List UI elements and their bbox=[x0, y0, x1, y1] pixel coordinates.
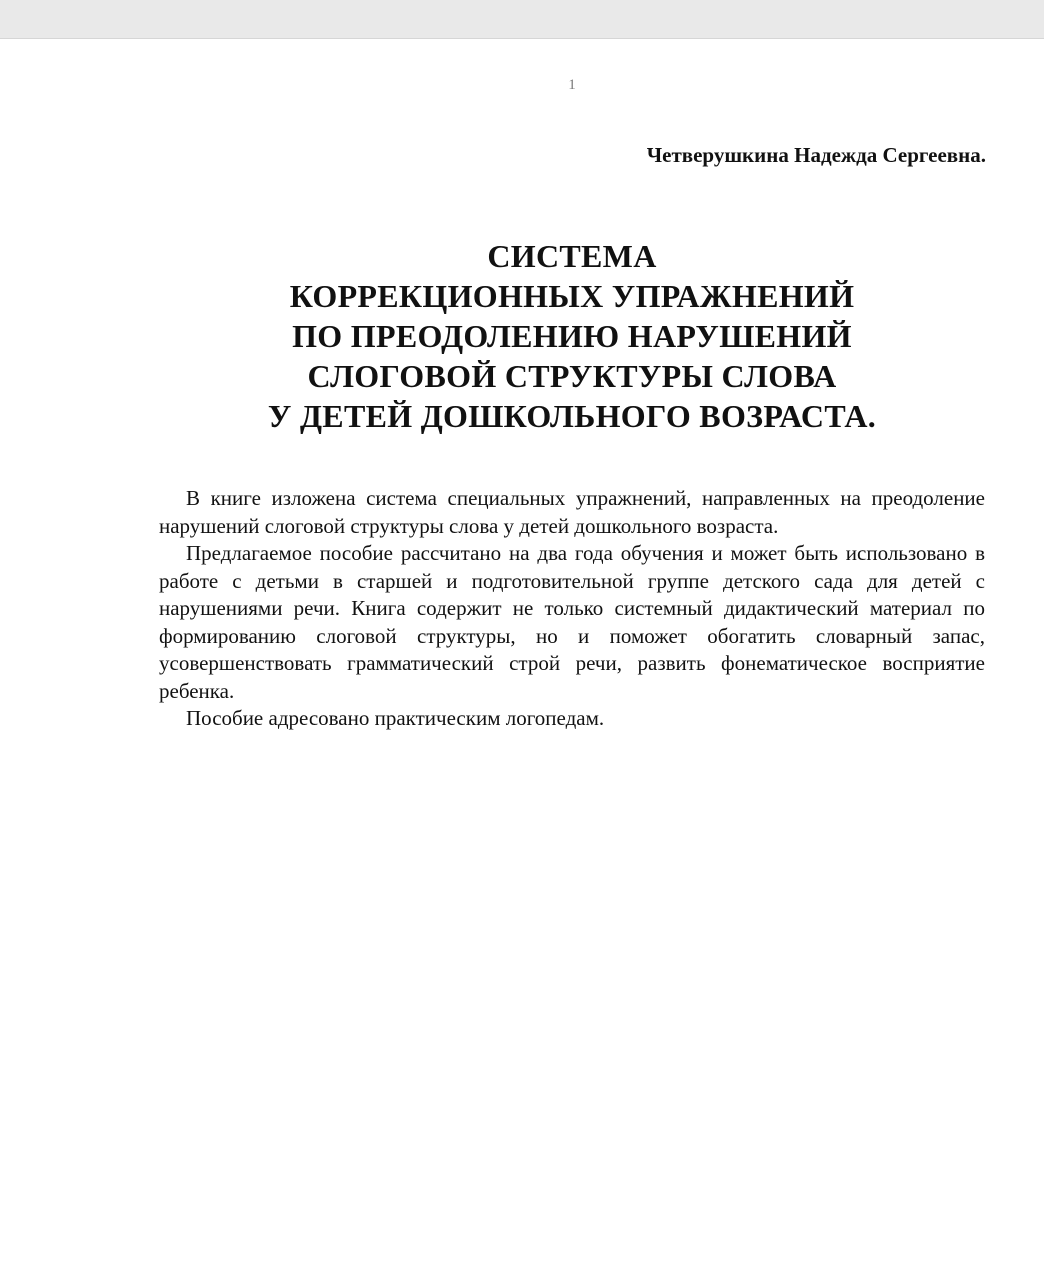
title-line: СИСТЕМА bbox=[487, 238, 657, 274]
abstract-paragraph: Пособие адресовано практическим логопедам. bbox=[186, 706, 605, 730]
title-line: СЛОГОВОЙ СТРУКТУРЫ СЛОВА bbox=[307, 358, 837, 394]
title-line: КОРРЕКЦИОННЫХ УПРАЖНЕНИЙ bbox=[289, 278, 855, 314]
document-page bbox=[0, 39, 1044, 1280]
viewer-toolbar bbox=[0, 0, 1044, 39]
abstract-text bbox=[159, 485, 985, 733]
page-number: 1 bbox=[568, 77, 576, 93]
author-name: Четверушкина Надежда Сергеевна. bbox=[646, 143, 986, 167]
document-title bbox=[100, 236, 1044, 436]
title-line: У ДЕТЕЙ ДОШКОЛЬНОГО ВОЗРАСТА. bbox=[267, 398, 877, 434]
abstract-paragraph: Предлагаемое пособие рассчитано на два года обучения и может быть использовано в работе с детьми в старшей и подготовительной группе детского сада для детей с нарушениями речи. Книга содержит не только системный дидактический материал по формированию слоговой структуры, но и поможет обогатить словарный запас, усовершенствовать грамматический строй речи, развить фонематическое восприятие ребенка. bbox=[159, 541, 985, 703]
title-line: ПО ПРЕОДОЛЕНИЮ НАРУШЕНИЙ bbox=[292, 318, 852, 354]
abstract-paragraph: В книге изложена система специальных упражнений, направленных на преодоление нарушений слоговой структуры слова у детей дошкольного возраста. bbox=[159, 486, 985, 538]
